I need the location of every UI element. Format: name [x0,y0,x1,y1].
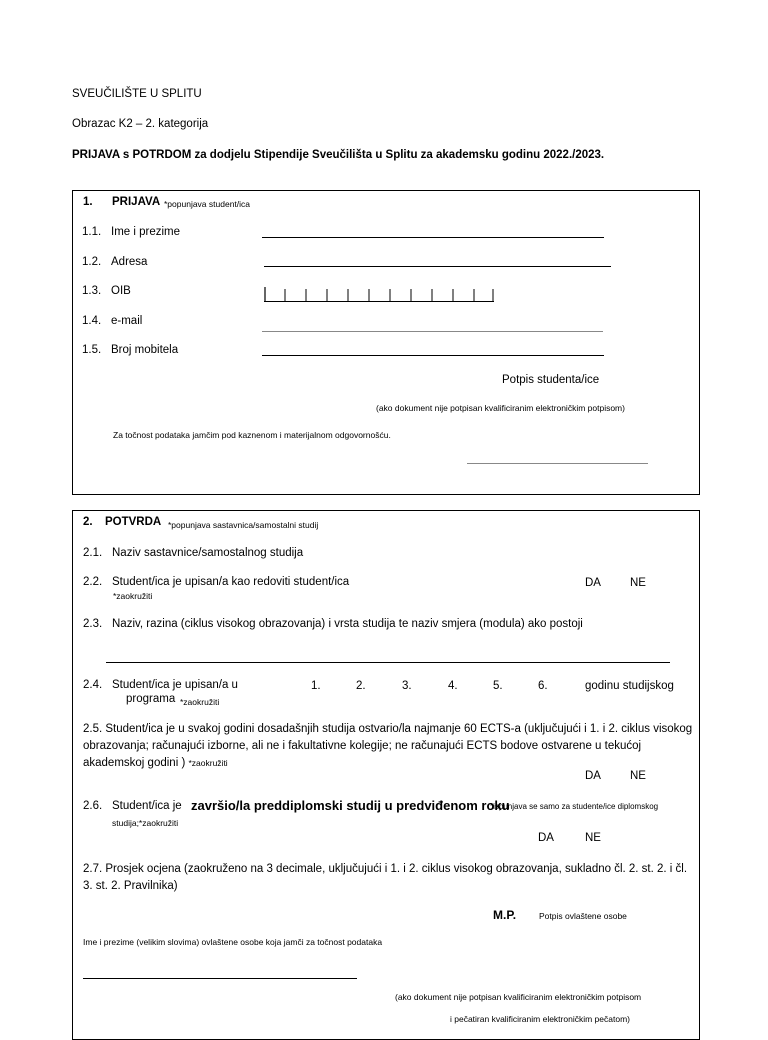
item-2-3-label: Naziv, razina (ciklus visokog obrazovanja) i vrsta studija te naziv smjera (modula) ako postoji [112,618,583,630]
field-num-oib: 1.3. [82,285,102,297]
student-signature-line[interactable] [467,463,648,464]
student-signature-note: (ako dokument nije potpisan kvalificiranim elektroničkim potpisom) [376,403,625,413]
email-field[interactable] [262,331,603,332]
year-option-3[interactable]: 3. [402,680,412,692]
item-2-4-label2: programa [126,693,176,705]
item-2-6-num: 2.6. [83,800,103,812]
section2-note: *popunjava sastavnica/samostalni studij [168,520,319,530]
item-2-2-num: 2.2. [83,576,103,588]
authorized-name-label: Ime i prezime (velikim slovima) ovlaštene osobe koja jamči za točnost podataka [83,937,383,947]
item-2-1-label: Naziv sastavnice/samostalnog studija [112,547,304,559]
authorized-sign-note-2: i pečatiran kvalificiranim elektroničkim pečatom) [450,1014,630,1024]
section1-title: PRIJAVA [112,196,161,208]
item-2-6-note: *ispunjava se samo za studente/ice diplomskog [490,802,659,811]
stamp-mark: M.P. [493,908,517,922]
item-2-2-yes[interactable]: DA [585,577,601,589]
year-option-2[interactable]: 2. [356,680,366,692]
student-signature-label: Potpis studenta/ice [502,374,600,386]
oib-digit-boxes[interactable] [264,286,504,304]
year-option-1[interactable]: 1. [311,680,321,692]
item-2-5-text: 2.5. Student/ica je u svakoj godini dosadašnjih studija ostvario/la najmanje 60 ECTS-a (uključujući i 1. i 2. ciklus visokog obrazovanja; računajući izborne, ali ne i fakultativne kolegije; ne računajući ECTS bodove ostvarene u tekućoj akademskoj godini ) [83,723,693,769]
field-num-name: 1.1. [82,226,102,238]
name-field[interactable] [262,237,604,238]
item-2-2-note: *zaokružiti [113,591,153,601]
item-2-6-cont: studija;*zaokružiti [112,818,179,828]
section2-number: 2. [83,516,93,528]
confirmation-section [72,510,700,1040]
field-label-email: e-mail [111,315,143,327]
section2-title: POTVRDA [105,516,162,528]
item-2-5 [83,721,693,772]
address-field[interactable] [264,266,611,267]
field-num-mobile: 1.5. [82,344,102,356]
field-label-name: Ime i prezime [111,226,181,238]
field-num-email: 1.4. [82,315,102,327]
item-2-4-tail: godinu studijskog [585,680,674,692]
year-option-5[interactable]: 5. [493,680,503,692]
page-title: PRIJAVA s POTRDOM za dodjelu Stipendije Sveučilišta u Splitu za akademsku godinu 2022./2023. [72,149,605,161]
field-label-oib: OIB [111,285,131,297]
item-2-2-no[interactable]: NE [630,577,646,589]
authorized-sign-note-1: (ako dokument nije potpisan kvalificiranim elektroničkim potpisom [395,992,642,1002]
item-2-7-text: 2.7. Prosjek ocjena (zaokruženo na 3 decimale, uključujući i 1. i 2. ciklus visokog obrazovanja, sukladno čl. 2. st. 2. i čl. 3. st. 2. Pravilnika) [83,863,688,892]
university-name: SVEUČILIŠTE U SPLITU [72,88,202,100]
item-2-4-label: Student/ica je upisan/a u [112,679,238,691]
item-2-3-num: 2.3. [83,618,103,630]
item-2-5-yes[interactable]: DA [585,770,601,782]
item-2-6-pre: Student/ica je [112,800,182,812]
item-2-5-no[interactable]: NE [630,770,646,782]
section1-note: *popunjava student/ica [164,199,251,209]
item-2-2-label: Student/ica je upisan/a kao redoviti student/ica [112,576,350,588]
item-2-6-yes[interactable]: DA [538,832,554,844]
authorized-signature-label: Potpis ovlaštene osobe [539,911,627,921]
item-2-4-num: 2.4. [83,679,103,691]
form-code: Obrazac K2 – 2. kategorija [72,118,209,130]
authorized-name-line[interactable] [83,978,357,979]
study-name-line[interactable] [106,662,670,663]
guarantee-statement: Za točnost podataka jamčim pod kaznenom i materijalnom odgovornošću. [113,430,391,440]
item-2-1-num: 2.1. [83,547,103,559]
mobile-field[interactable] [262,355,604,356]
year-option-6[interactable]: 6. [538,680,548,692]
field-label-address: Adresa [111,256,148,268]
field-label-mobile: Broj mobitela [111,344,179,356]
item-2-5-note: *zaokružiti [188,758,228,768]
year-option-4[interactable]: 4. [448,680,458,692]
field-num-address: 1.2. [82,256,102,268]
item-2-6-no[interactable]: NE [585,832,601,844]
item-2-4-note: *zaokružiti [180,697,220,707]
item-2-6-bold: završio/la preddiplomski studij u predviđenom roku [191,798,510,813]
section1-number: 1. [83,196,93,208]
